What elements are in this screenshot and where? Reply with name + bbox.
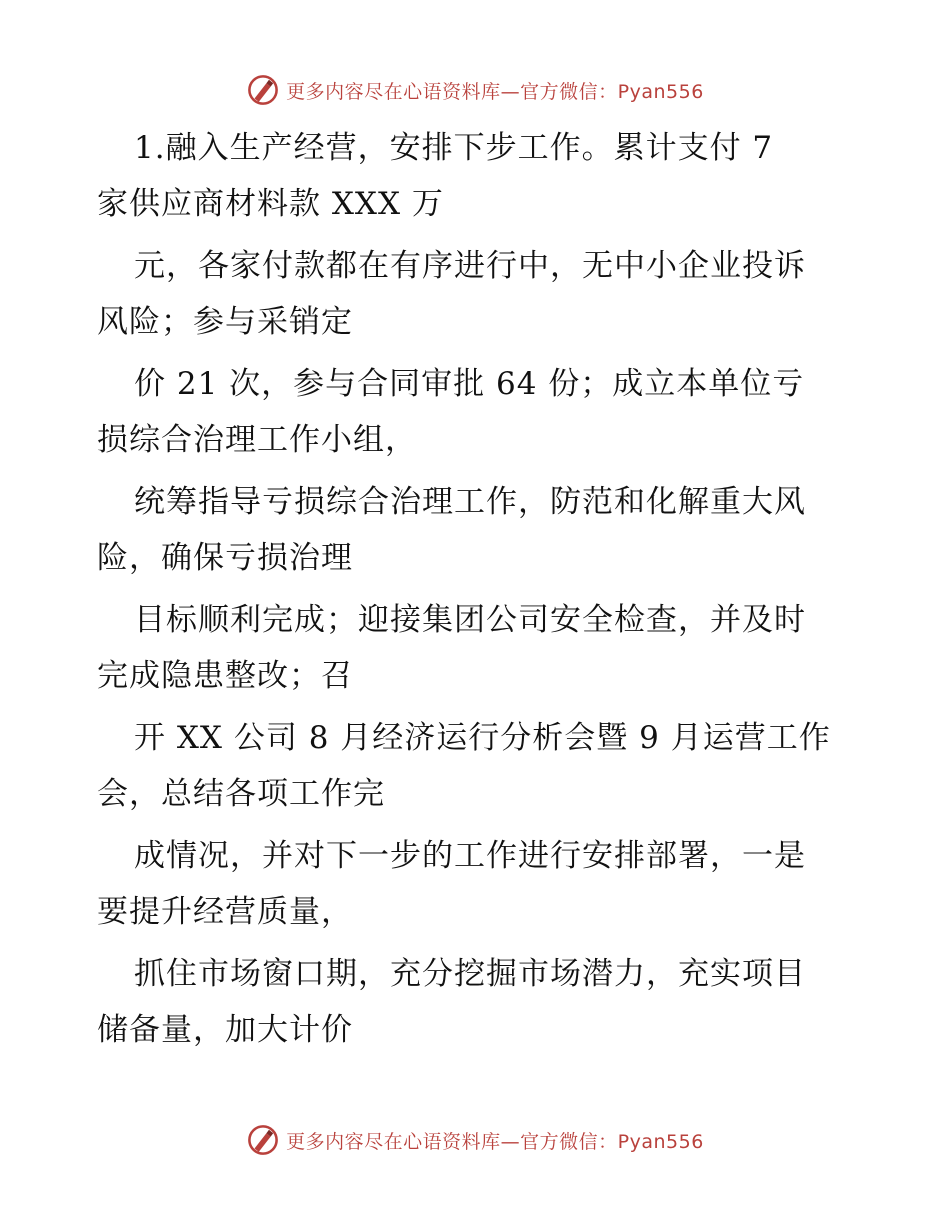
paragraph-line: 统筹指导亏损综合治理工作，防范和化解重大风 xyxy=(134,484,806,520)
header-banner-inner xyxy=(246,73,704,107)
paragraph-line: 要提升经营质量， xyxy=(97,894,353,930)
paragraph-line: 储备量，加大计价 xyxy=(97,1012,353,1048)
pen-logo-icon xyxy=(246,1123,280,1157)
paragraph-line: 开 XX 公司 8 月经济运行分析会暨 9 月运营工作 xyxy=(134,720,831,756)
paragraph-line: 1.融入生产经营，安排下步工作。累计支付 7 xyxy=(134,130,774,166)
paragraph-line: 损综合治理工作小组， xyxy=(97,422,417,458)
footer-banner-inner xyxy=(246,1123,704,1157)
footer-banner xyxy=(0,1120,950,1160)
paragraph-line: 元，各家付款都在有序进行中，无中小企业投诉 xyxy=(134,248,806,284)
paragraph-line: 抓住市场窗口期，充分挖掘市场潜力，充实项目 xyxy=(134,956,806,992)
banner-text: 更多内容尽在心语资料库—官方微信：Pyan556 xyxy=(286,80,704,103)
paragraph-line: 险，确保亏损治理 xyxy=(97,540,353,576)
header-banner xyxy=(0,70,950,110)
pen-logo-icon xyxy=(246,73,280,107)
paragraph-line: 会，总结各项工作完 xyxy=(97,776,385,812)
paragraph-line: 目标顺利完成；迎接集团公司安全检查，并及时 xyxy=(134,602,806,638)
paragraph-line: 家供应商材料款 XXX 万 xyxy=(97,186,444,222)
paragraph-line: 价 21 次，参与合同审批 64 份；成立本单位亏 xyxy=(134,366,805,402)
paragraph-line: 完成隐患整改；召 xyxy=(97,658,353,694)
paragraph-line: 风险；参与采销定 xyxy=(97,304,353,340)
banner-text: 更多内容尽在心语资料库—官方微信：Pyan556 xyxy=(286,1130,704,1153)
paragraph-line: 成情况，并对下一步的工作进行安排部署，一是 xyxy=(134,838,806,874)
